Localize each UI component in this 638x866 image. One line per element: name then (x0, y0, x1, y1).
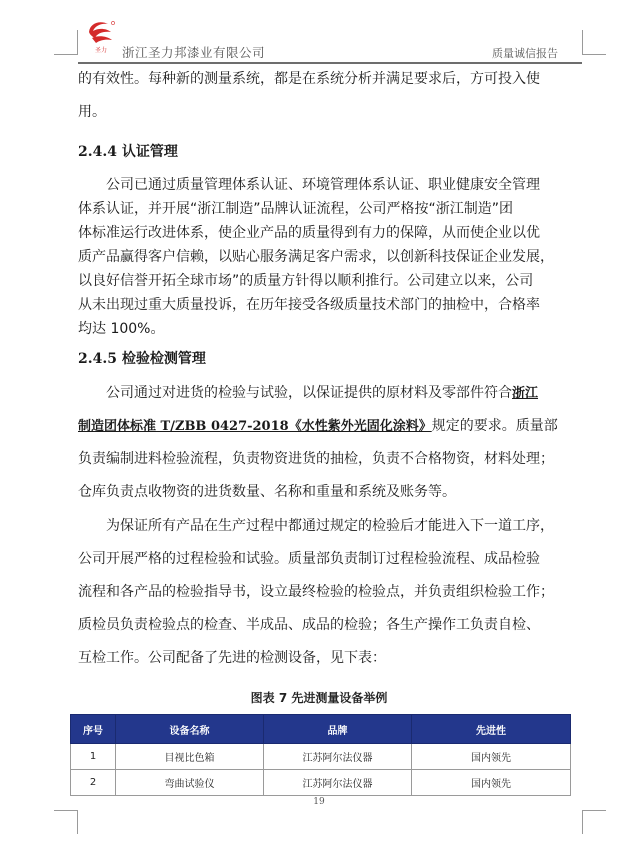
header-rule (78, 62, 582, 64)
paragraph-line: 质检员负责检验点的检查、半成品、成品的检验；各生产操作工负责自检、 (78, 617, 540, 633)
standard-reference: 制造团体标准 T/ZBB 0427-2018《水性紫外光固化涂料》 (78, 419, 432, 434)
section-heading-2-4-5: 2.4.5 检验检测管理 (78, 351, 206, 367)
crop-mark (582, 810, 583, 834)
standard-reference: 浙江 (512, 386, 539, 401)
table-cell: 目视比色箱 (116, 744, 264, 770)
crop-mark (77, 810, 78, 834)
company-logo (84, 18, 118, 54)
table-row (71, 744, 571, 770)
crop-mark (582, 54, 606, 55)
paragraph-line: 质产品赢得客户信赖，以贴心服务满足客户需求，以创新科技保证企业发展， (78, 249, 554, 265)
header-cell: 序号 (71, 715, 116, 744)
paragraph-line (78, 415, 582, 435)
section-heading-2-4-4: 2.4.4 认证管理 (78, 144, 178, 160)
report-title: 质量诚信报告 (492, 47, 558, 60)
paragraph-line: 互检工作。公司配备了先进的检测设备，见下表： (78, 650, 386, 666)
table-cell: 1 (71, 744, 116, 770)
paragraph-line: 公司已通过质量管理体系认证、环境管理体系认证、职业健康安全管理 (106, 177, 540, 193)
paragraph-line: 公司开展严格的过程检验和试验。质量部负责制订过程检验流程、成品检验 (78, 551, 540, 567)
table-caption: 图表 7 先进测量设备举例 (250, 691, 388, 705)
header-cell: 品牌 (264, 715, 412, 744)
crop-mark (582, 30, 583, 54)
paragraph-line: 负责编制进料检验流程，负责物资进货的抽检，负责不合格物资，材料处理； (78, 451, 554, 467)
header-cell: 先进性 (412, 715, 571, 744)
table-cell: 2 (71, 770, 116, 796)
table-cell: 江苏阿尔法仪器 (264, 770, 412, 796)
paragraph-text: 规定的要求。质量部 (431, 418, 558, 434)
paragraph-line: 以良好信誉开拓全球市场”的质量方针得以顺利推行。公司建立以来，公司 (78, 273, 534, 289)
page-number: 19 (313, 797, 325, 807)
table-header-row (71, 715, 571, 744)
crop-mark (54, 54, 78, 55)
crop-mark (77, 30, 78, 54)
table-cell: 弯曲试验仪 (116, 770, 264, 796)
crop-mark (582, 810, 606, 811)
crop-mark (54, 810, 78, 811)
header-cell: 设备名称 (116, 715, 264, 744)
logo-text: 圣力 (94, 47, 108, 54)
paragraph-line: 流程和各产品的检验指导书，设立最终检验的检验点，并负责组织检验工作； (78, 584, 554, 600)
paragraph-line: 体标准运行改进体系，使企业产品的质量得到有力的保障，从而使企业以优 (78, 225, 540, 241)
table-cell: 国内领先 (412, 770, 571, 796)
paragraph-line: 用。 (78, 104, 106, 120)
paragraph-line: 均达 100%。 (78, 321, 165, 337)
paragraph-line: 体系认证，并开展“浙江制造”品牌认证流程，公司严格按“浙江制造”团 (78, 201, 514, 217)
table-cell: 国内领先 (412, 744, 571, 770)
paragraph-line: 从未出现过重大质量投诉，在历年接受各级质量技术部门的抽检中，合格率 (78, 297, 540, 313)
paragraph-line: 为保证所有产品在生产过程中都通过规定的检验后才能进入下一道工序， (106, 518, 554, 534)
paragraph-text: 公司通过对进货的检验与试验，以保证提供的原材料及零部件符合 (106, 385, 512, 401)
equipment-table (70, 714, 571, 796)
paragraph-line (78, 382, 582, 402)
table-row (71, 770, 571, 796)
paragraph-line: 的有效性。每种新的测量系统，都是在系统分析并满足要求后，方可投入使 (78, 71, 540, 87)
paragraph-line: 仓库负责点收物资的进货数量、名称和重量和系统及账务等。 (78, 484, 456, 500)
company-name: 浙江圣力邦漆业有限公司 (122, 45, 266, 60)
table-cell: 江苏阿尔法仪器 (264, 744, 412, 770)
